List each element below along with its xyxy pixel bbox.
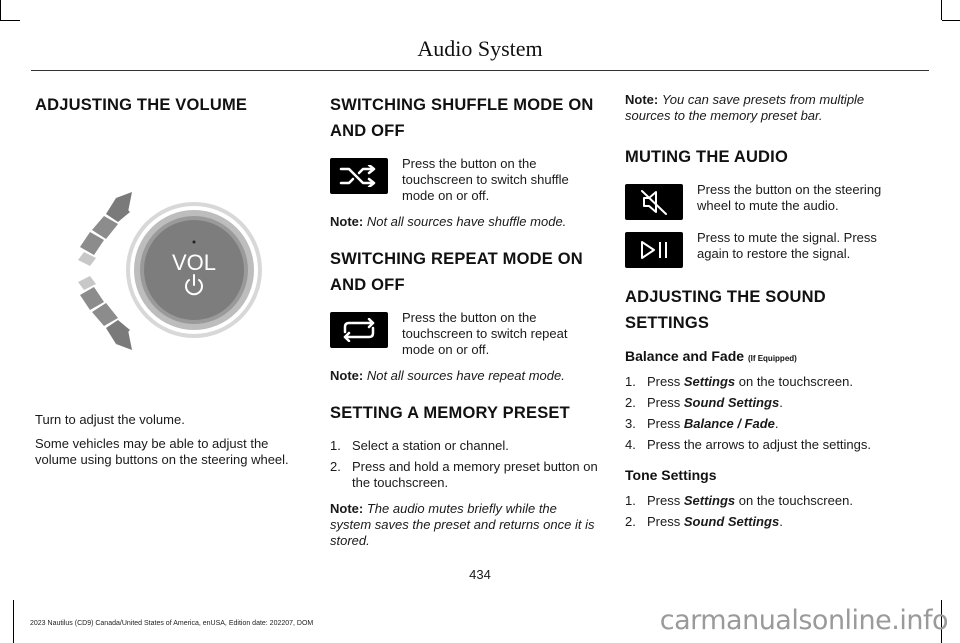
- shuffle-heading: SWITCHING SHUFFLE MODE ON AND OFF: [330, 96, 594, 140]
- list-item: 1. Press Settings on the touchscreen.: [625, 493, 853, 508]
- list-item: 2. Press and hold a memory preset button on the touchscreen.: [330, 459, 598, 490]
- mute-heading: MUTING THE AUDIO: [625, 148, 788, 166]
- header-divider: [31, 70, 929, 71]
- tone-steps: [625, 493, 890, 530]
- balance-heading: Balance and Fade (If Equipped): [625, 348, 797, 364]
- shuffle-note: Not all sources have shuffle mode.: [366, 214, 567, 229]
- preset-note: The audio mutes briefly while the system saves the preset and returns once it is stored.: [330, 501, 595, 548]
- preset-heading: SETTING A MEMORY PRESET: [330, 404, 570, 422]
- mute-text-1: Press the button on the steering wheel to mute the audio.: [697, 182, 882, 213]
- column-mute-sound: [625, 92, 890, 540]
- shuffle-icon: [330, 158, 388, 194]
- list-item: 4. Press the arrows to adjust the settings.: [625, 437, 871, 452]
- crop-mark: [942, 20, 960, 21]
- volume-paragraph-1: Turn to adjust the volume.: [35, 412, 185, 427]
- mute-instruction: [625, 182, 890, 220]
- note-label: Note:: [330, 501, 364, 516]
- volume-text: [35, 412, 305, 476]
- volume-heading: ADJUSTING THE VOLUME: [35, 96, 248, 114]
- note-label: Note:: [330, 368, 364, 383]
- mute-text-2: Press to mute the signal. Press again to restore the signal.: [697, 230, 877, 261]
- knob-label: VOL: [171, 250, 217, 275]
- note-label: Note:: [625, 92, 659, 107]
- edition-footer: 2023 Nautilus (CD9) Canada/United States of America, enUSA, Edition date: 202207, DOM: [30, 620, 314, 627]
- preset-bar-note: You can save presets from multiple sources to the memory preset bar.: [625, 92, 865, 123]
- crop-mark: [0, 20, 20, 21]
- equipped-label: (If Equipped): [747, 354, 797, 363]
- list-item: 2. Press Sound Settings.: [625, 514, 783, 529]
- column-volume: [35, 92, 305, 130]
- volume-knob-illustration: [70, 192, 270, 352]
- mute-speaker-icon: [625, 184, 683, 220]
- play-pause-icon: [625, 232, 683, 268]
- volume-paragraph-2: Some vehicles may be able to adjust the volume using buttons on the steering wheel.: [35, 436, 289, 467]
- page-header-title: Audio System: [417, 36, 543, 61]
- crop-mark: [0, 0, 1, 20]
- tone-heading: Tone Settings: [625, 467, 717, 483]
- list-item: 1. Press Settings on the touchscreen.: [625, 374, 853, 389]
- shuffle-text: Press the button on the touchscreen to switch shuffle mode on or off.: [402, 156, 569, 203]
- repeat-icon: [330, 312, 388, 348]
- list-item: 3. Press Balance / Fade.: [625, 416, 779, 431]
- column-shuffle-repeat: [330, 92, 600, 557]
- repeat-note: Not all sources have repeat mode.: [366, 368, 565, 383]
- sound-heading: ADJUSTING THE SOUND SETTINGS: [625, 288, 826, 332]
- repeat-text: Press the button on the touchscreen to switch repeat mode on or off.: [402, 310, 568, 357]
- volume-up-arrow-icon: [78, 192, 132, 266]
- shuffle-instruction: [330, 156, 600, 204]
- repeat-heading: SWITCHING REPEAT MODE ON AND OFF: [330, 250, 583, 294]
- watermark: carmanualsonline.info: [659, 605, 948, 636]
- note-label: Note:: [330, 214, 364, 229]
- crop-mark: [13, 600, 14, 643]
- list-item: 2. Press Sound Settings.: [625, 395, 783, 410]
- volume-down-arrow-icon: [78, 276, 132, 350]
- list-item: 1. Select a station or channel.: [330, 438, 509, 453]
- crop-mark: [941, 0, 942, 20]
- preset-steps: [330, 438, 600, 491]
- page-number: 434: [469, 567, 491, 582]
- play-pause-instruction: [625, 230, 890, 268]
- balance-steps: [625, 374, 890, 453]
- repeat-instruction: [330, 310, 600, 358]
